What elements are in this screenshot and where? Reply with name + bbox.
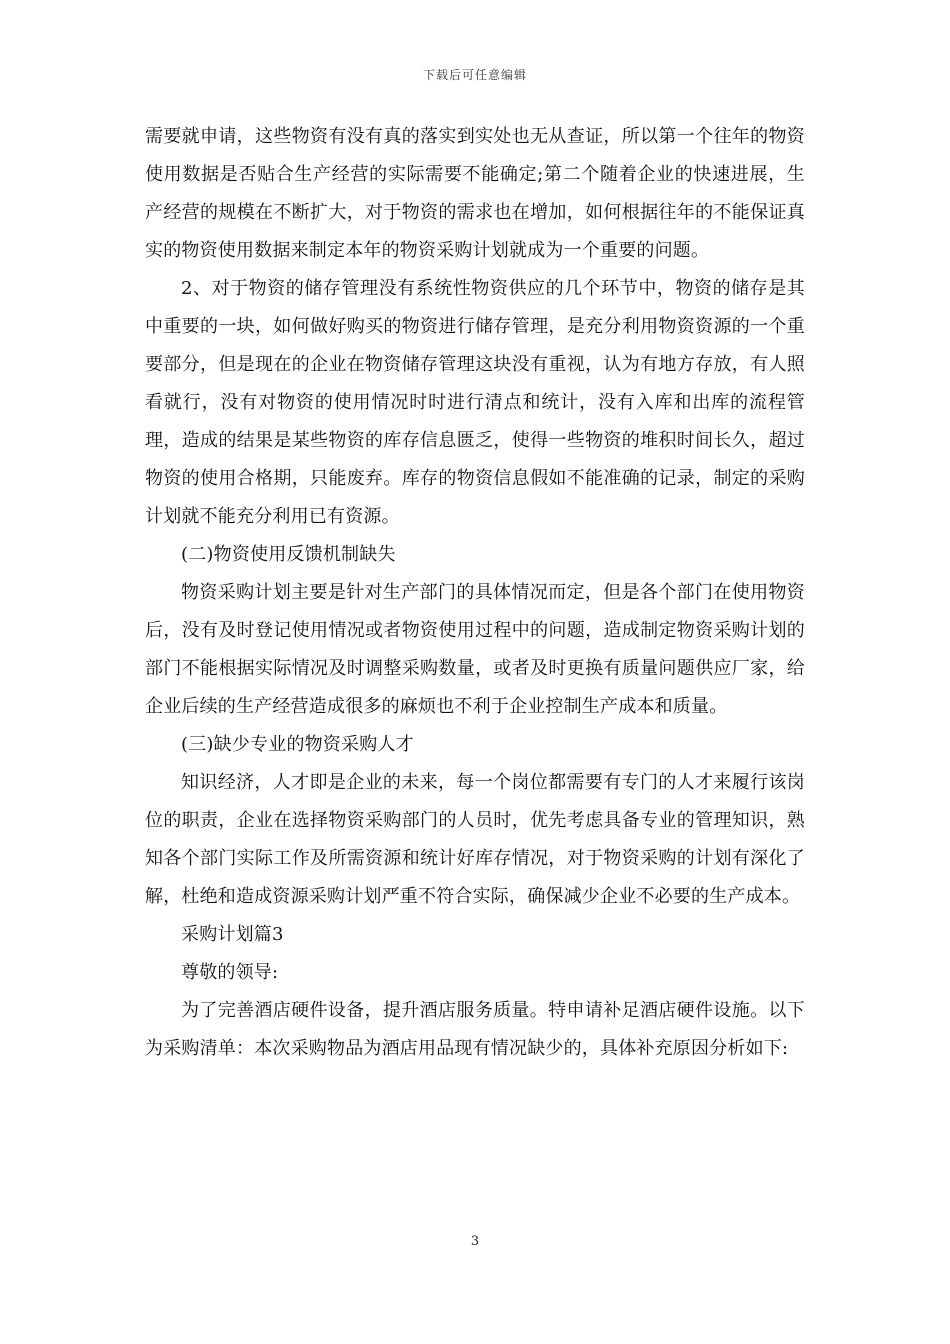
page-header: 下载后可任意编辑 [422, 68, 527, 82]
salutation: 尊敬的领导: [181, 962, 279, 983]
paragraph-feedback: 物资采购计划主要是针对生产部门的具体情况而定，但是各个部门在使用物资后，没有及时登记使用情况或者物资使用过程中的问题，造成制定物资采购计划的部门不能根据实际情况及时调整采购数量，或者及时更换有质量问题供应厂家，给企业后续的生产经营造成很多的麻烦也不利于企业控制生产成本和质量。 [145, 582, 805, 717]
paragraph-talent: 知识经济，人才即是企业的未来，每一个岗位都需要有专门的人才来履行该岗位的职责，企业在选择物资采购部门的人员时，优先考虑具备专业的管理知识，熟知各个部门实际工作及所需资源和统计好库存情况，对于物资采购的计划有深化了解，杜绝和造成资源采购计划严重不符合实际，确保减少企业不必要的生产成本。 [145, 772, 805, 907]
page-number: 3 [470, 1234, 480, 1249]
section-heading-talent: (三)缺少专业的物资采购人才 [181, 734, 414, 755]
section-heading-plan-3: 采购计划篇3 [181, 924, 284, 945]
paragraph-continuation: 需要就申请，这些物资有没有真的落实到实处也无从查证，所以第一个往年的物资使用数据是否贴合生产经营的实际需要不能确定;第二个随着企业的快速进展，生产经营的规模在不断扩大，对于物资的需求也在增加，如何根据往年的不能保证真实的物资使用数据来制定本年的物资采购计划就成为一个重要的问题。 [145, 126, 805, 261]
document-body [145, 118, 805, 1068]
paragraph-storage-management: 2、对于物资的储存管理没有系统性物资供应的几个环节中，物资的储存是其中重要的一块，如何做好购买的物资进行储存管理，是充分利用物资资源的一个重要部分，但是现在的企业在物资储存管理这块没有重视，认为有地方存放，有人照看就行，没有对物资的使用情况时时进行清点和统计，没有入库和出库的流程管理，造成的结果是某些物资的库存信息匮乏，使得一些物资的堆积时间长久，超过物资的使用合格期，只能废弃。库存的物资信息假如不能准确的记录，制定的采购计划就不能充分利用已有资源。 [145, 278, 805, 527]
section-heading-feedback: (二)物资使用反馈机制缺失 [181, 544, 396, 565]
paragraph-request: 为了完善酒店硬件设备，提升酒店服务质量。特申请补足酒店硬件设施。以下为采购清单：本次采购物品为酒店用品现有情况缺少的，具体补充原因分析如下: [145, 1000, 805, 1059]
